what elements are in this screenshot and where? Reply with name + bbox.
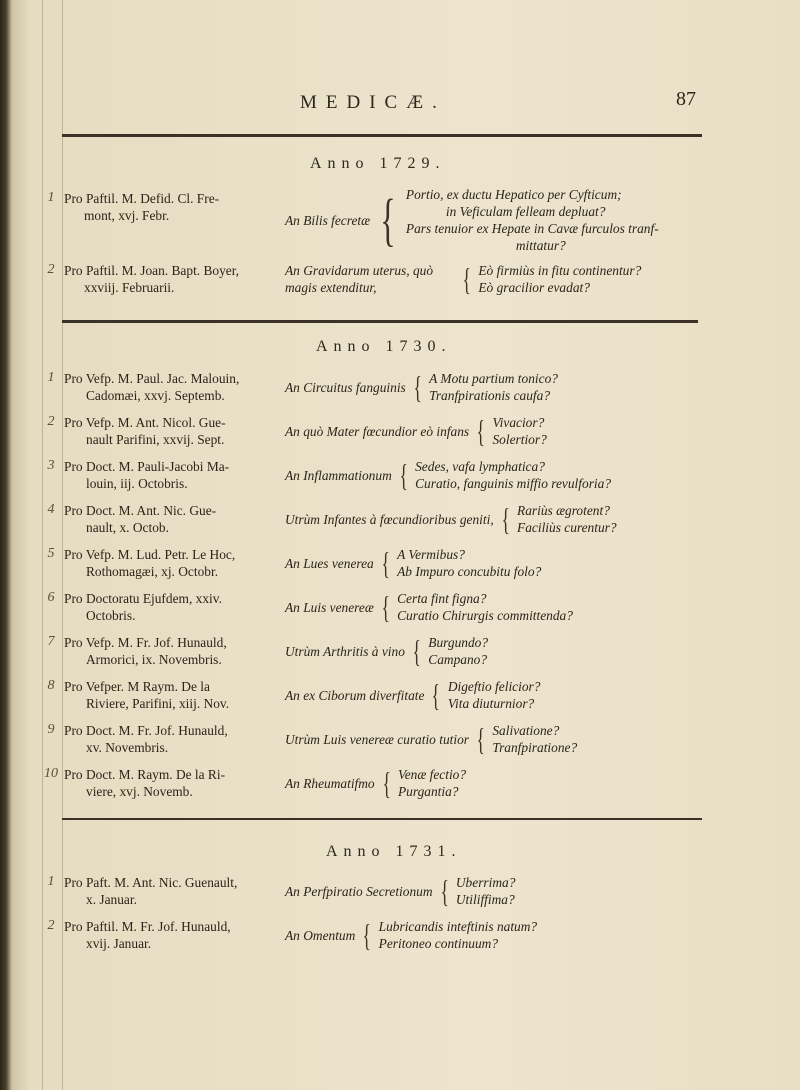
option: Salivatione? xyxy=(492,723,560,738)
question-text: An ex Ciborum diverfitate xyxy=(285,687,425,703)
option: Vivacior? xyxy=(492,415,545,430)
option: Faciliùs curentur? xyxy=(517,520,617,535)
author-line: Cadomæi, xxvj. Septemb. xyxy=(86,388,225,403)
author-line: Pro Vefp. M. Ant. Nicol. Gue- xyxy=(64,415,226,430)
entry-author xyxy=(64,370,276,404)
entry-number: 2 xyxy=(47,414,55,429)
margin-line xyxy=(62,0,63,1090)
year-heading: Anno 1731. xyxy=(326,843,462,860)
thesis-question xyxy=(285,546,715,580)
question-text: An Gravidarum uterus, quò magis extenditur, xyxy=(285,263,434,295)
entry-number: 7 xyxy=(47,634,55,649)
year-heading: Anno 1730. xyxy=(316,338,452,355)
author-line: Riviere, Parifini, xiij. Nov. xyxy=(86,696,230,711)
entry-author xyxy=(64,458,276,492)
brace-glyph: { xyxy=(431,677,441,713)
author-line: xvij. Januar. xyxy=(86,936,152,951)
entry-number: 2 xyxy=(47,918,55,933)
entry-number: 1 xyxy=(47,190,55,205)
option: Burgundo? xyxy=(428,635,489,650)
question-text: An Circuitus fanguinis xyxy=(285,379,406,395)
entry-author xyxy=(64,634,276,668)
option-list xyxy=(397,590,573,624)
thesis-question xyxy=(285,458,715,492)
question-text: Utrùm Infantes à fœcundioribus geniti, xyxy=(285,511,494,527)
brace-glyph: { xyxy=(412,633,421,669)
section-rule xyxy=(62,320,698,323)
entry-author xyxy=(64,414,276,448)
option-list xyxy=(492,414,546,448)
entry-number: 10 xyxy=(44,766,58,781)
option: Eò gracilior evadat? xyxy=(478,280,590,295)
author-line: Pro Doct. M. Raym. De la Ri- xyxy=(64,767,226,782)
option-list xyxy=(492,722,577,756)
entry-author xyxy=(64,546,276,580)
thesis-question xyxy=(285,874,715,908)
entry-author xyxy=(64,262,276,296)
author-line: Pro Paftil. M. Fr. Jof. Hunauld, xyxy=(64,919,231,934)
question-text: An Perfpiratio Secretionum xyxy=(285,883,433,899)
option: Purgantia? xyxy=(398,784,459,799)
thesis-question xyxy=(285,766,715,800)
entry-number: 1 xyxy=(47,874,55,889)
entry-author xyxy=(64,874,276,908)
author-line: Pro Vefper. M Raym. De la xyxy=(64,679,210,694)
entry-number: 1 xyxy=(47,370,55,385)
author-line: nault Parifini, xxvij. Sept. xyxy=(86,432,225,447)
brace-glyph: { xyxy=(380,187,396,252)
brace-glyph: { xyxy=(476,721,485,757)
option-list xyxy=(379,918,537,952)
thesis-question xyxy=(285,262,715,296)
author-line: viere, xvj. Novemb. xyxy=(86,784,193,799)
option-list xyxy=(397,546,541,580)
option: Sedes, vafa lymphatica? xyxy=(415,459,545,474)
brace-glyph: { xyxy=(501,501,510,537)
entry-author xyxy=(64,190,276,224)
option-list xyxy=(428,634,488,668)
brace-glyph: { xyxy=(413,369,422,405)
thesis-question xyxy=(285,414,715,448)
brace-glyph: { xyxy=(476,413,486,449)
entry-author xyxy=(64,678,276,712)
entry-number: 3 xyxy=(47,458,55,473)
author-line: Octobris. xyxy=(86,608,136,623)
author-line: Pro Vefp. M. Lud. Petr. Le Hoc, xyxy=(64,547,236,562)
brace-glyph: { xyxy=(462,261,471,297)
option: Lubricandis inteftinis natum? xyxy=(378,919,538,934)
option: A Vermibus? xyxy=(397,547,465,562)
author-line: Pro Doct. M. Ant. Nic. Gue- xyxy=(64,503,217,518)
entry-author xyxy=(64,590,276,624)
entry-number: 8 xyxy=(47,678,55,693)
option-list xyxy=(448,678,541,712)
question-text: An Rheumatifmo xyxy=(285,775,375,791)
option: mittatur? xyxy=(515,238,566,253)
option: Curatio Chirurgis committenda? xyxy=(397,608,573,623)
author-line: xxviij. Februarii. xyxy=(84,280,175,295)
question-text: An Bilis fecretæ xyxy=(285,212,371,228)
author-line: Pro Vefp. M. Fr. Jof. Hunauld, xyxy=(64,635,227,650)
author-line: Rothomagæi, xj. Octobr. xyxy=(86,564,219,579)
author-line: louin, iij. Octobris. xyxy=(86,476,188,491)
question-text: An Omentum xyxy=(285,927,356,943)
entry-number: 5 xyxy=(47,546,55,561)
brace-glyph: { xyxy=(381,545,390,581)
option-list xyxy=(406,186,659,254)
thesis-question xyxy=(285,590,715,624)
author-line: nault, x. Octob. xyxy=(86,520,169,535)
thesis-question xyxy=(285,722,715,756)
author-line: Pro Vefp. M. Paul. Jac. Malouin, xyxy=(64,371,240,386)
author-line: Pro Paft. M. Ant. Nic. Guenault, xyxy=(64,875,238,890)
option: Solertior? xyxy=(492,432,547,447)
entry-author xyxy=(64,918,276,952)
entry-author xyxy=(64,502,276,536)
brace-glyph: { xyxy=(381,589,390,625)
entry-number: 6 xyxy=(47,590,55,605)
option-list xyxy=(415,458,611,492)
brace-glyph: { xyxy=(399,457,408,493)
thesis-question xyxy=(285,370,715,404)
brace-glyph: { xyxy=(382,765,391,801)
option: Portio, ex ductu Hepatico per Cyfticum; xyxy=(405,187,622,202)
question-text: Utrùm Luis venereæ curatio tutior xyxy=(285,731,469,747)
question-text: An Inflammationum xyxy=(285,467,392,483)
option: Utiliffima? xyxy=(455,892,515,907)
brace-glyph: { xyxy=(439,873,449,909)
author-line: Pro Paftil. M. Defid. Cl. Fre- xyxy=(64,191,220,206)
question-text: An Lues venerea xyxy=(285,555,374,571)
option-list xyxy=(429,370,558,404)
option: Peritoneo continuum? xyxy=(378,936,499,951)
option: Curatio, fanguinis miffio revulforia? xyxy=(415,476,612,491)
option-list xyxy=(517,502,617,536)
option: Vita diuturnior? xyxy=(447,696,535,711)
brace-glyph: { xyxy=(362,917,372,953)
entry-number: 4 xyxy=(47,502,55,517)
option: Tranfpiratione? xyxy=(492,740,578,755)
option: A Motu partium tonico? xyxy=(429,371,558,386)
option-list xyxy=(478,262,641,296)
top-rule xyxy=(62,134,702,137)
page-number: 87 xyxy=(676,88,696,110)
thesis-question xyxy=(285,918,715,952)
thesis-question xyxy=(285,678,715,712)
section-rule xyxy=(62,818,702,820)
option-list xyxy=(456,874,516,908)
thesis-question xyxy=(285,502,715,536)
option: Rariùs ægrotent? xyxy=(517,503,610,518)
option: Eò firmiùs in fitu continentur? xyxy=(478,263,642,278)
question-text: An Luis venereæ xyxy=(285,599,374,615)
entry-author xyxy=(64,766,276,800)
option: Campano? xyxy=(428,652,488,667)
thesis-question xyxy=(285,186,715,254)
option: Uberrima? xyxy=(455,875,516,890)
option: Ab Impuro concubitu folo? xyxy=(397,564,542,579)
author-line: x. Januar. xyxy=(86,892,137,907)
entry-author xyxy=(64,722,276,756)
author-line: Pro Doct. M. Pauli-Jacobi Ma- xyxy=(64,459,230,474)
author-line: mont, xvj. Febr. xyxy=(84,208,170,223)
author-line: xv. Novembris. xyxy=(86,740,169,755)
thesis-question xyxy=(285,634,715,668)
option: Digeftio felicior? xyxy=(447,679,541,694)
option: Pars tenuior ex Hepate in Cavæ furculos tranf- xyxy=(405,221,659,236)
year-heading: Anno 1729. xyxy=(310,155,446,172)
entry-number: 2 xyxy=(47,262,55,277)
author-line: Pro Doct. M. Fr. Jof. Hunauld, xyxy=(64,723,228,738)
running-head: MEDICÆ. xyxy=(300,92,446,113)
question-text: Utrùm Arthritis à vino xyxy=(285,643,405,659)
author-line: Pro Paftil. M. Joan. Bapt. Boyer, xyxy=(64,263,240,278)
option: Certa fint figna? xyxy=(397,591,487,606)
author-line: Armorici, ix. Novembris. xyxy=(86,652,222,667)
question-text: An quò Mater fœcundior eò infans xyxy=(285,423,470,439)
author-line: Pro Doctoratu Ejufdem, xxiv. xyxy=(64,591,222,606)
option: Tranfpirationis caufa? xyxy=(429,388,551,403)
option-list xyxy=(398,766,466,800)
option: in Veficulam felleam depluat? xyxy=(445,204,606,219)
option: Venæ fectio? xyxy=(398,767,467,782)
entry-number: 9 xyxy=(47,722,55,737)
